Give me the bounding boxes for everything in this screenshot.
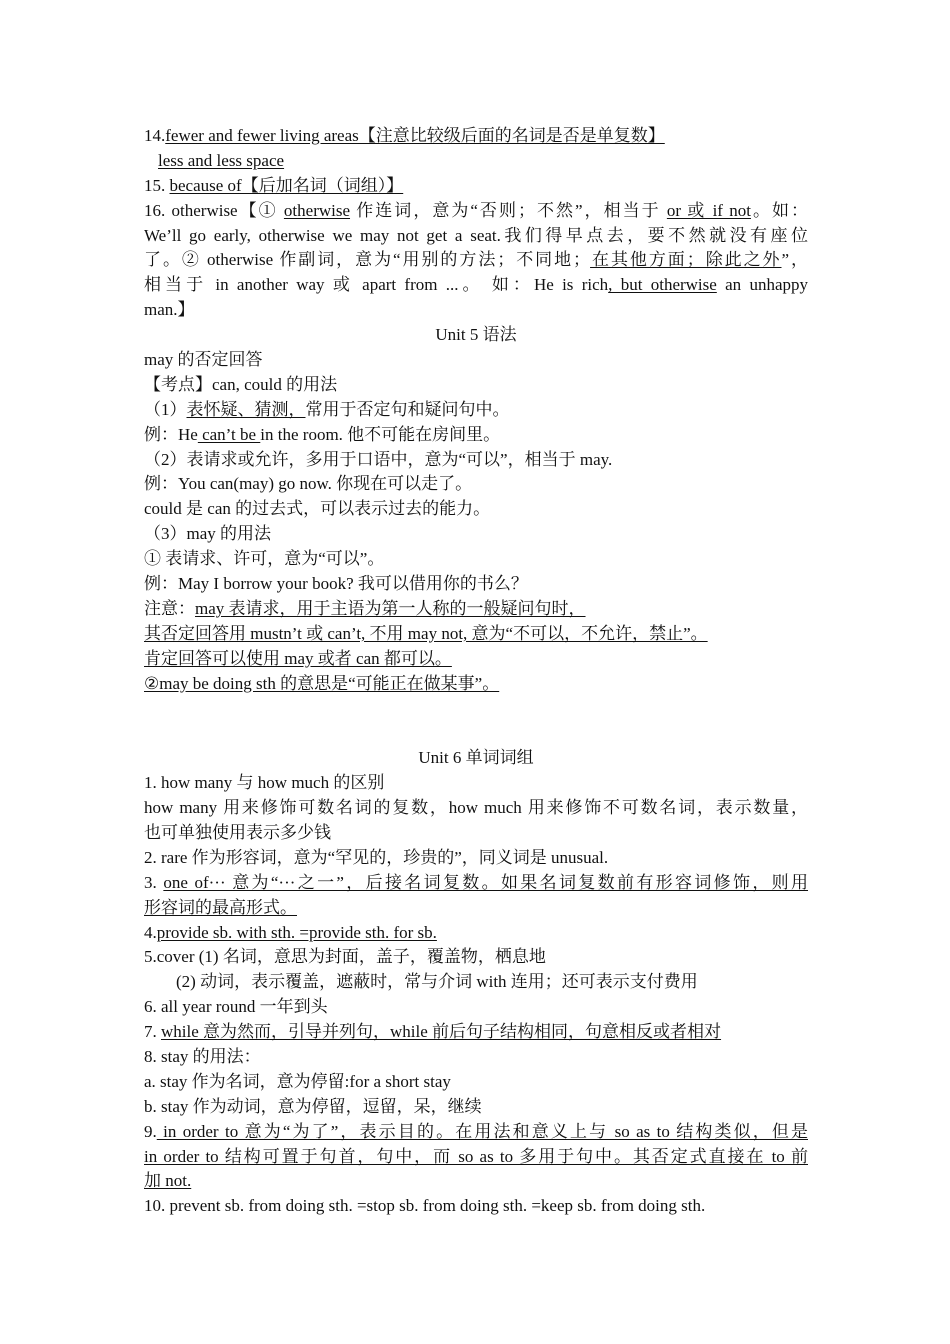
unit-6-line: 8. stay 的用法：: [144, 1046, 261, 1066]
underlined-text: 形容词的最高形式。: [144, 897, 297, 917]
item-number: 14.: [144, 126, 166, 145]
unit-5-note: [144, 622, 808, 647]
item-14: [144, 124, 808, 149]
unit-5-line: （3）may 的用法: [144, 524, 272, 544]
unit-6-title: Unit 6 单词词组: [418, 748, 534, 768]
unit-5-line: may 的否定回答: [144, 350, 263, 370]
unit-5-line: [144, 398, 808, 423]
text: （1）: [144, 399, 187, 419]
underlined-text: fewer and fewer living areas【注意比较级后面的名词是否是单复数】: [165, 126, 665, 145]
item-16-line-5: man.】: [144, 300, 195, 320]
unit-5-line: （2）表请求或允许，多用于口语中，意为“可以”，相当于 may.: [144, 449, 613, 469]
underlined-text: provide sb. with sth. =provide sth. for sb.: [156, 922, 437, 942]
text: 7.: [144, 1022, 161, 1042]
section-spacer: [144, 696, 808, 746]
underlined-text: 在其他方面；除此之外: [590, 250, 782, 270]
unit-6-line: 也可单独使用表示多少钱: [144, 822, 331, 842]
underlined-text: in order to 结构可置于句首，句中，而 so as to 多用于句中。其否定式直接在 to 前: [144, 1146, 808, 1166]
text: 。如：: [750, 200, 808, 220]
text: ”，: [781, 250, 808, 270]
underlined-text: can’t be: [197, 424, 261, 444]
unit-5-line: ① 表请求、许可，意为“可以”。: [144, 549, 385, 569]
text: 了。② otherwise 作副词，意为“用别的方法；不同地；: [144, 250, 591, 270]
unit-5-line: could 是 can 的过去式，可以表示过去的能力。: [144, 499, 491, 519]
underlined-text: 其否定回答用 mustn’t 或 can’t, 不用 may not, 意为“不可以，不允许，禁止”。: [144, 623, 708, 643]
unit-6-line: [144, 1020, 808, 1045]
underlined-text: ②may be doing sth 的意思是“可能正在做某事”。: [144, 673, 500, 693]
unit-6-line: 6. all year round 一年到头: [144, 997, 328, 1017]
underlined-text: or 或 if not: [666, 200, 751, 220]
unit-5-title: Unit 5 语法: [435, 325, 517, 345]
text: 相当于 in another way 或 apart from ...。 如：He is rich: [144, 275, 609, 295]
text: 3.: [144, 872, 164, 892]
unit-6-line: [144, 896, 808, 921]
text: an unhappy: [716, 275, 808, 295]
unit-5-line: 例：You can(may) go now. 你现在可以走了。: [144, 474, 473, 494]
unit-5-line: [144, 423, 808, 448]
text: 例：He: [144, 424, 198, 444]
unit-5-note: [144, 647, 808, 672]
underlined-text: 加 not.: [144, 1171, 192, 1191]
unit-6-line: 2. rare 作为形容词，意为“罕见的，珍贵的”，同义词是 unusual.: [144, 847, 609, 867]
unit-6-line: [144, 871, 808, 896]
unit-5-line: 【考点】can, could 的用法: [144, 374, 338, 394]
text: 9.: [144, 1121, 157, 1141]
underlined-text: in order to 意为“为了”，表示目的。在用法和意义上与 so as to 结构类似，但是: [156, 1121, 808, 1141]
underlined-text: one of··· 意为“···之一”，后接名词复数。如果名词复数前有形容词修饰，则用: [163, 872, 809, 892]
item-14-continuation: [144, 149, 808, 174]
unit-6-line: [144, 1169, 808, 1194]
unit-5-line: 例：May I borrow your book? 我可以借用你的书么？: [144, 574, 528, 594]
text: 注意：: [144, 598, 195, 618]
underlined-text: 表怀疑、猜测，: [186, 399, 306, 419]
unit-5-note: [144, 597, 808, 622]
unit-6-line: [144, 1145, 808, 1170]
item-16-line-2: We’ll go early, otherwise we may not get a seat.我们得早点去，要不然就没有座位: [144, 225, 808, 245]
item-15: [144, 174, 808, 199]
text: 4.: [144, 922, 157, 942]
unit-6-line: [144, 1120, 808, 1145]
unit-6-line: (2) 动词，表示覆盖，遮蔽时，常与介词 with 连用；还可表示支付费用: [176, 972, 698, 992]
document-page: [144, 124, 808, 1219]
underlined-text: because of【后加名词（词组）】: [169, 175, 404, 195]
underlined-text: less and less space: [158, 150, 285, 170]
unit-6-line: how many 用来修饰可数名词的复数，how much 用来修饰不可数名词，表示数量，: [144, 798, 808, 818]
item-16-line-3: [144, 248, 808, 273]
unit-6-line: 10. prevent sb. from doing sth. =stop sb. from doing sth. =keep sb. from doing sth.: [144, 1196, 706, 1216]
underlined-text: while 意为然而，引导并列句，while 前后句子结构相同，句意相反或者相对: [161, 1022, 722, 1042]
text: 16. otherwise【①: [144, 200, 284, 220]
unit-5-note: [144, 672, 808, 697]
underlined-text: 肯定回答可以使用 may 或者 can 都可以。: [144, 648, 452, 668]
item-16-line-4: [144, 273, 808, 298]
underlined-text: may 表请求，用于主语为第一人称的一般疑问句时，: [195, 598, 586, 618]
unit-6-line: 1. how many 与 how much 的区别: [144, 773, 385, 793]
unit-6-line: a. stay 作为名词，意为停留:for a short stay: [144, 1071, 451, 1091]
unit-6-line: [144, 921, 808, 946]
underlined-text: , but otherwise: [608, 275, 717, 295]
unit-6-line: b. stay 作为动词，意为停留，逗留，呆，继续: [144, 1096, 482, 1116]
text: in the room. 他不可能在房间里。: [260, 424, 501, 444]
text: 常用于否定句和疑问句中。: [305, 399, 510, 419]
item-number: 15.: [144, 175, 170, 195]
text: 作连词，意为“否则；不然”，相当于: [350, 200, 667, 220]
underlined-text: otherwise: [283, 200, 351, 220]
item-16-line-1: [144, 199, 808, 224]
unit-6-line: 5.cover (1) 名词，意思为封面，盖子，覆盖物，栖息地: [144, 947, 546, 967]
